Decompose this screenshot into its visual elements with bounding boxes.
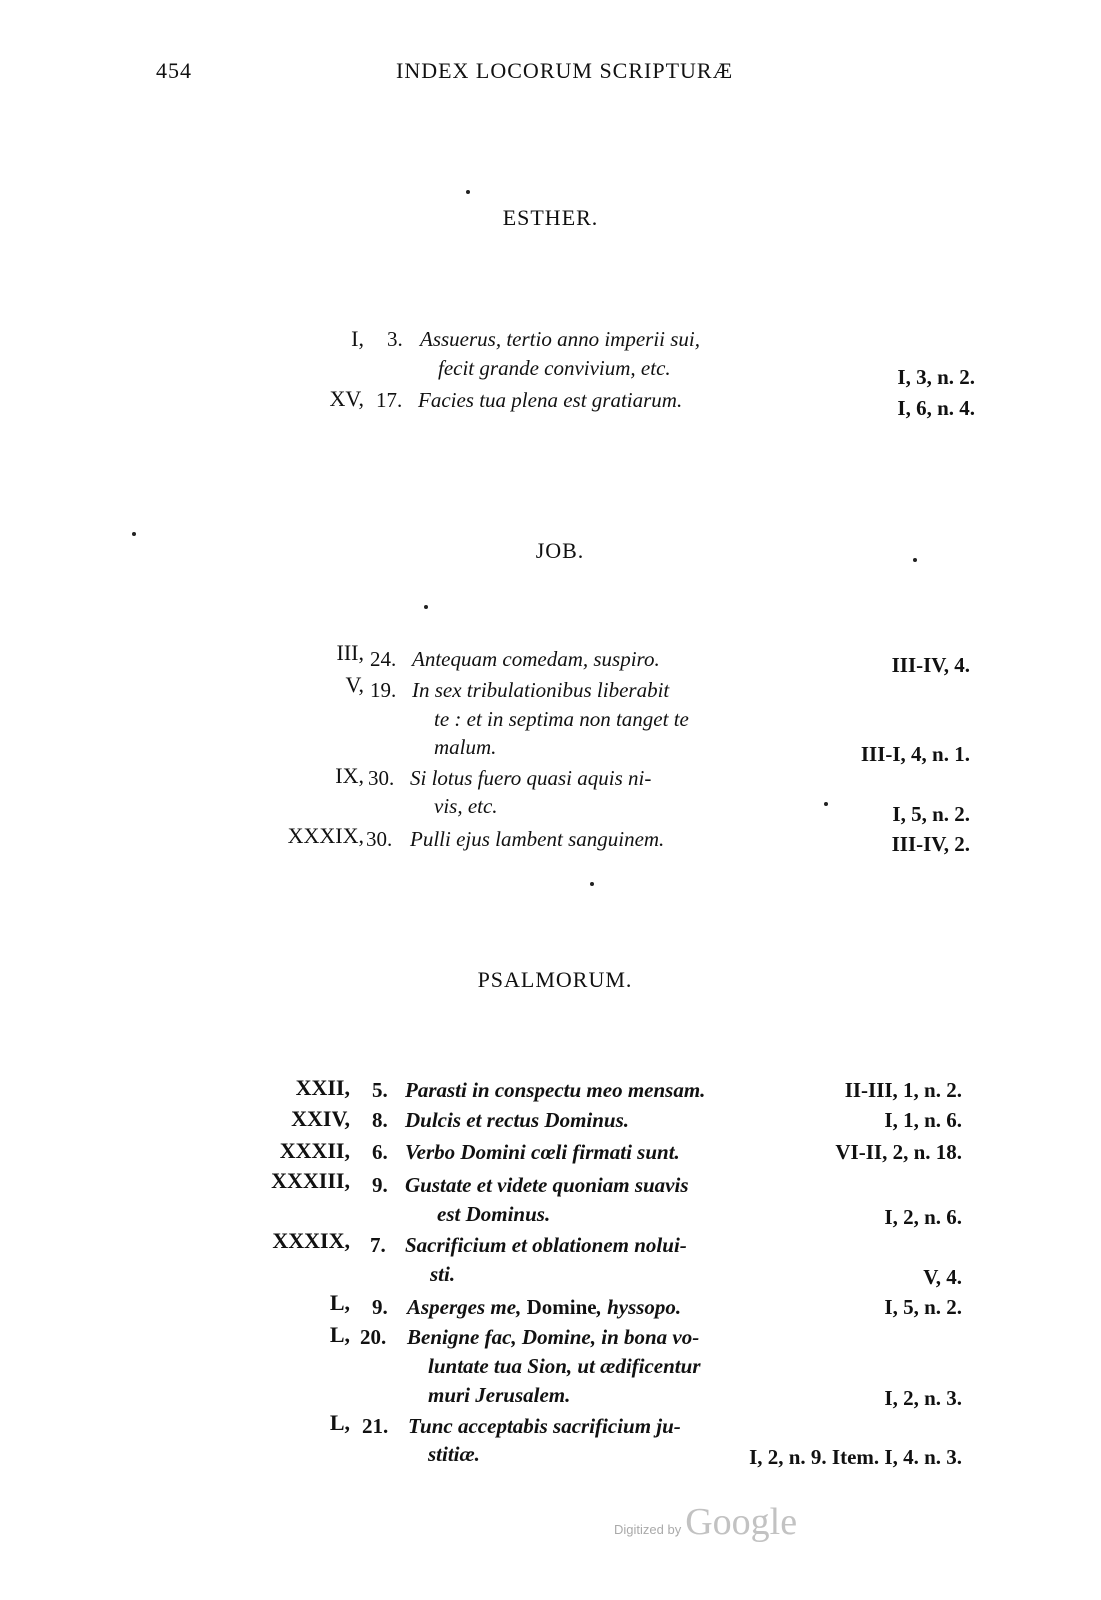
verse-text: stitiæ.: [428, 1442, 480, 1466]
chapter-number: IX,: [335, 763, 364, 788]
chapter-number: XV,: [329, 386, 364, 411]
verse-text: malum.: [434, 735, 497, 759]
chapter-number: V,: [345, 672, 364, 697]
reference: I, 3, n. 2.: [897, 365, 975, 389]
section-title-job: JOB.: [535, 538, 585, 563]
verse-number: 6.: [372, 1140, 388, 1164]
verse-text: Benigne fac, Domine, in bona vo-: [407, 1325, 700, 1349]
verse-text: Tunc acceptabis sacrificium ju-: [408, 1414, 681, 1438]
verse-text-part: , hyssopo.: [596, 1295, 682, 1319]
chapter-number: XXXIX,: [287, 823, 364, 848]
verse-number: 21.: [362, 1414, 389, 1438]
reference: I, 6, n. 4.: [897, 396, 975, 420]
verse-number: 9.: [372, 1173, 388, 1197]
reference: III-IV, 4.: [891, 653, 970, 677]
chapter-number: L,: [329, 1322, 350, 1347]
print-speck: [913, 558, 917, 562]
reference: III-IV, 2.: [891, 832, 970, 856]
reference: VI-II, 2, n. 18.: [835, 1140, 962, 1164]
chapter-number: XXXIX,: [272, 1228, 350, 1253]
section-title-psalmorum: PSALMORUM.: [477, 967, 633, 992]
reference: II-III, 1, n. 2.: [844, 1078, 962, 1102]
chapter-number: III,: [336, 640, 364, 665]
verse-text: Si lotus fuero quasi aquis ni-: [410, 766, 652, 790]
verse-text: In sex tribulationibus liberabit: [412, 678, 670, 702]
verse-number: 24.: [370, 647, 397, 671]
verse-text: fecit grande convivium, etc.: [438, 356, 671, 380]
reference: V, 4.: [923, 1265, 962, 1289]
print-speck: [132, 532, 136, 536]
verse-text-roman: Domine: [526, 1295, 597, 1319]
reference: III-I, 4, n. 1.: [860, 742, 970, 766]
print-speck: [466, 190, 470, 194]
verse-text: luntate tua Sion, ut ædificentur: [428, 1354, 701, 1378]
chapter-number: L,: [329, 1410, 350, 1435]
verse-text: Verbo Domini cœli firmati sunt.: [405, 1140, 680, 1164]
verse-number: 20.: [360, 1325, 387, 1349]
reference: I, 2, n. 9. Item. I, 4. n. 3.: [749, 1445, 962, 1469]
verse-number: 19.: [370, 678, 397, 702]
reference: I, 2, n. 3.: [884, 1386, 962, 1410]
chapter-number: I,: [351, 326, 364, 351]
verse-text: Parasti in conspectu meo mensam.: [405, 1078, 706, 1102]
google-logo: Google: [685, 1501, 798, 1543]
verse-number: 3.: [387, 327, 403, 351]
verse-number: 30.: [368, 766, 395, 790]
chapter-number: XXXII,: [279, 1138, 350, 1163]
verse-text: vis, etc.: [434, 794, 498, 818]
verse-text: sti.: [430, 1262, 456, 1286]
verse-text: Sacrificium et oblationem nolui-: [405, 1233, 687, 1257]
chapter-number: XXII,: [295, 1075, 350, 1100]
verse-text: te : et in septima non tanget te: [434, 707, 689, 731]
print-speck: [590, 882, 594, 886]
verse-text-part: Asperges me,: [407, 1295, 527, 1319]
page-number: 454: [156, 58, 192, 83]
digitized-by-footer: [614, 1500, 797, 1544]
verse-number: 30.: [366, 827, 393, 851]
print-speck: [824, 802, 828, 806]
verse-text: Pulli ejus lambent sanguinem.: [410, 827, 665, 851]
verse-text: Facies tua plena est gratiarum.: [418, 388, 683, 412]
verse-text: Assuerus, tertio anno imperii sui,: [420, 327, 701, 351]
verse-text: Dulcis et rectus Dominus.: [405, 1108, 630, 1132]
running-title: INDEX LOCORUM SCRIPTURÆ: [396, 58, 734, 83]
chapter-number: XXIV,: [291, 1106, 350, 1131]
section-title-esther: ESTHER.: [502, 205, 599, 230]
verse-text: Antequam comedam, suspiro.: [412, 647, 660, 671]
reference: I, 1, n. 6.: [884, 1108, 962, 1132]
verse-number: 17.: [376, 388, 403, 412]
verse-number: 5.: [372, 1078, 388, 1102]
verse-number: 9.: [372, 1295, 388, 1319]
verse-text: muri Jerusalem.: [428, 1383, 571, 1407]
chapter-number: XXXIII,: [271, 1168, 350, 1193]
reference: I, 5, n. 2.: [892, 802, 970, 826]
verse-number: 7.: [370, 1233, 386, 1257]
digitized-by-label: Digitized by: [614, 1522, 682, 1537]
verse-number: 8.: [372, 1108, 388, 1132]
reference: I, 5, n. 2.: [884, 1295, 962, 1319]
print-speck: [424, 605, 428, 609]
reference: I, 2, n. 6.: [884, 1205, 962, 1229]
chapter-number: L,: [329, 1290, 350, 1315]
verse-text: Gustate et videte quoniam suavis: [405, 1173, 689, 1197]
verse-text: [407, 1295, 681, 1320]
verse-text: est Dominus.: [437, 1202, 551, 1226]
